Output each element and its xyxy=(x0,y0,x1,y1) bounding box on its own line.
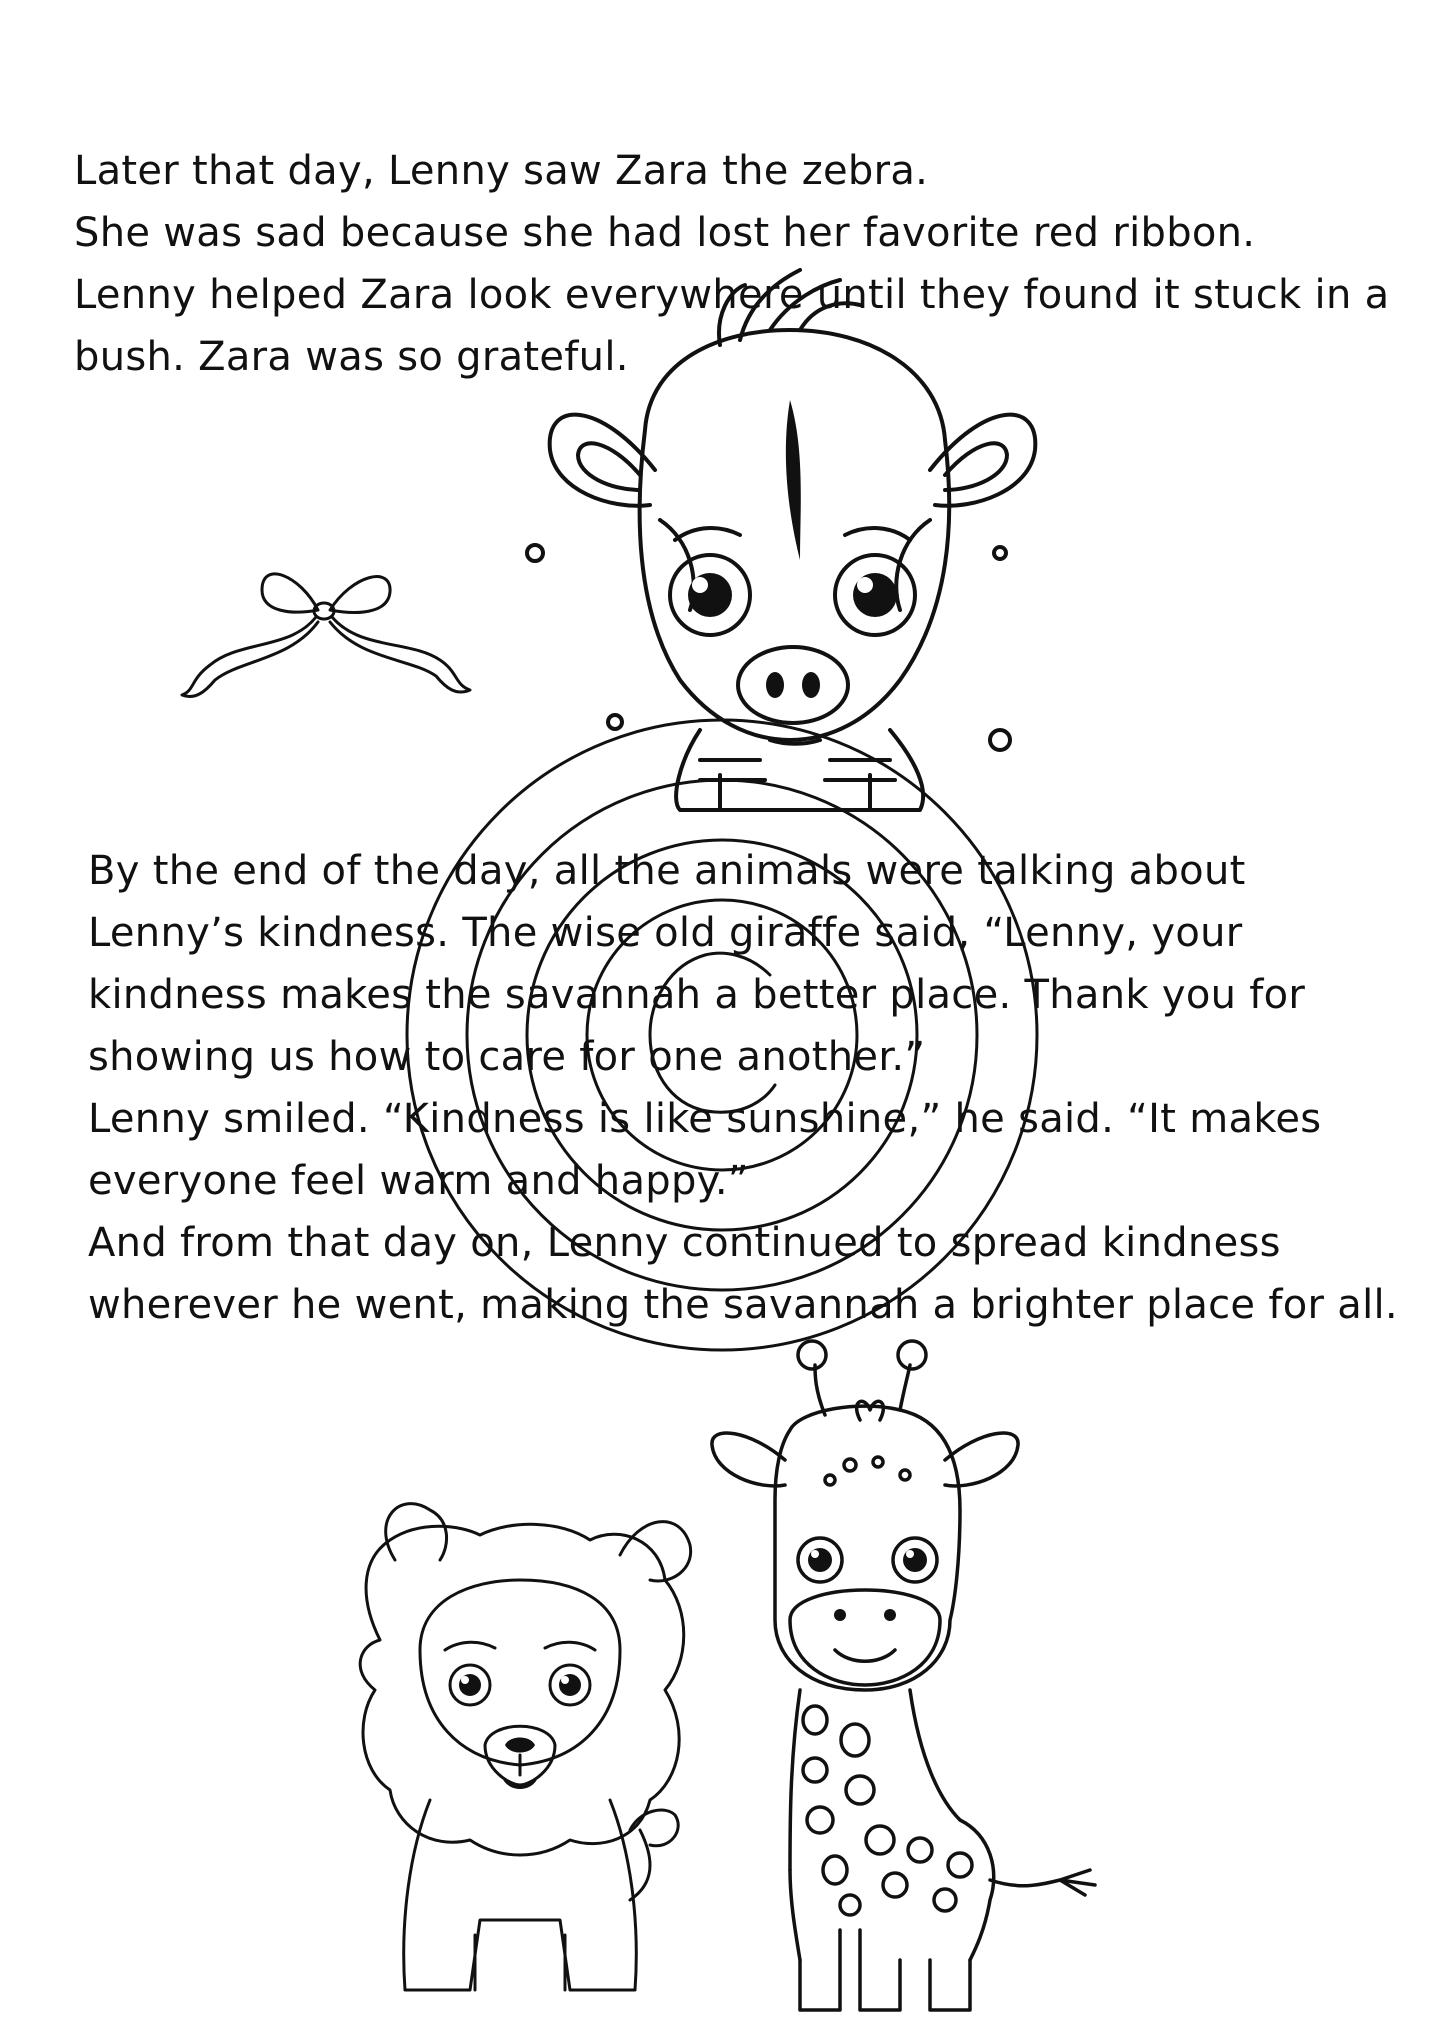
story-line: bush. Zara was so grateful. xyxy=(74,334,629,380)
story-line: everyone feel warm and happy.” xyxy=(88,1158,749,1204)
story-line: Lenny helped Zara look everywhere until they found it stuck in a xyxy=(74,272,1390,318)
story-line: Lenny’s kindness. The wise old giraffe said, “Lenny, your xyxy=(88,910,1243,956)
story-line: kindness makes the savannah a better place. Thank you for xyxy=(88,972,1306,1018)
story-line: wherever he went, making the savannah a brighter place for all. xyxy=(88,1282,1398,1328)
story-line: She was sad because she had lost her favorite red ribbon. xyxy=(74,210,1256,256)
story-line: Lenny smiled. “Kindness is like sunshine,” he said. “It makes xyxy=(88,1096,1322,1142)
story-line: Later that day, Lenny saw Zara the zebra. xyxy=(74,148,929,194)
story-line: showing us how to care for one another.” xyxy=(88,1034,926,1080)
story-line: And from that day on, Lenny continued to spread kindness xyxy=(88,1220,1281,1266)
story-line: By the end of the day, all the animals were talking about xyxy=(88,848,1246,894)
